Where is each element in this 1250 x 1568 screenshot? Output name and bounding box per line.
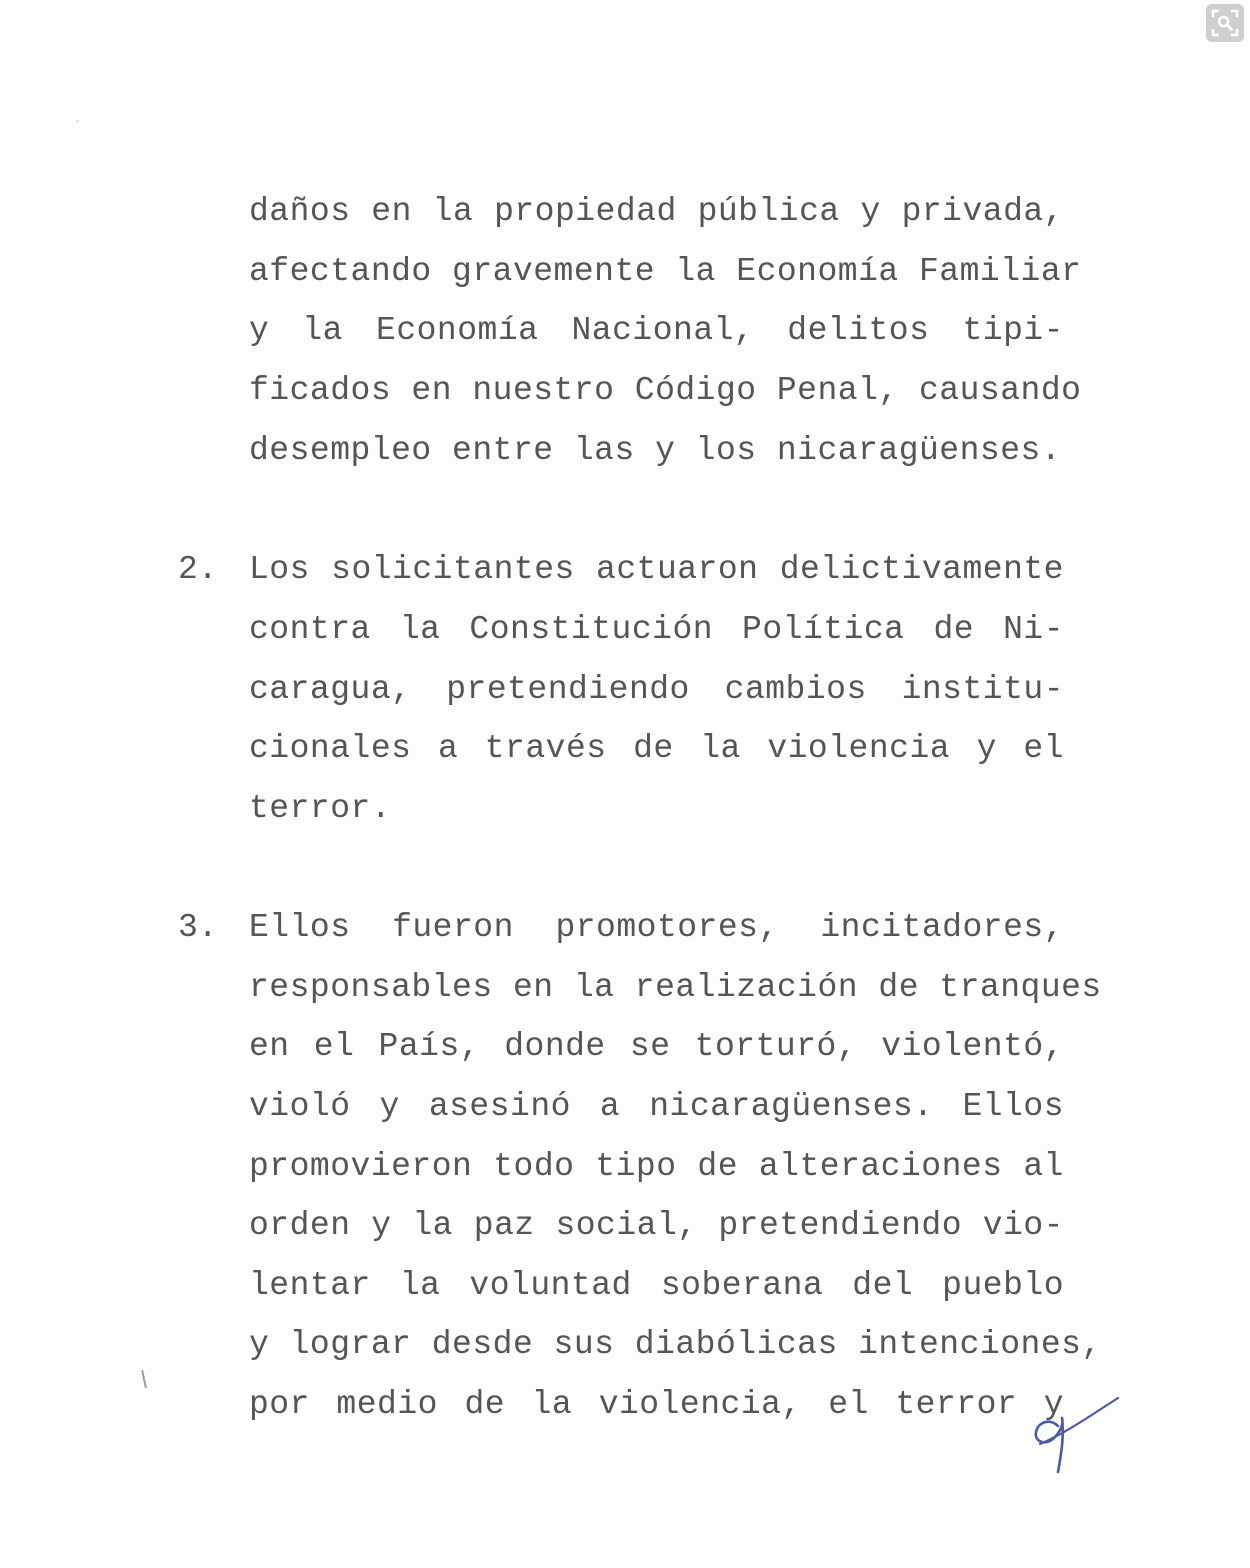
list-item-number: 2. xyxy=(178,551,218,588)
scan-speck xyxy=(76,120,79,123)
zoom-magnifier-icon xyxy=(1211,9,1239,37)
list-item-number: 3. xyxy=(178,909,218,946)
handwritten-initial-signature xyxy=(1020,1388,1130,1483)
text-line: responsables en la realización de tranques xyxy=(249,969,1102,1006)
text-line: Los solicitantes actuaron delictivamente xyxy=(249,551,1064,588)
text-line: ficados en nuestro Código Penal, causando xyxy=(249,372,1082,409)
text-line: en el País, donde se torturó, violentó, xyxy=(249,1028,1064,1065)
text-line: lentar la voluntad soberana del pueblo xyxy=(249,1267,1064,1304)
text-line: afectando gravemente la Economía Familiar xyxy=(249,253,1082,290)
text-line: caragua, pretendiendo cambios institu- xyxy=(249,671,1064,708)
text-line: orden y la paz social, pretendiendo vio- xyxy=(249,1207,1064,1244)
text-line: violó y asesinó a nicaragüenses. Ellos xyxy=(249,1088,1064,1125)
margin-mark xyxy=(141,1370,147,1388)
text-line: y la Economía Nacional, delitos tipi- xyxy=(249,312,1064,349)
text-line: daños en la propiedad pública y privada, xyxy=(249,193,1064,230)
text-line: por medio de la violencia, el terror y xyxy=(249,1386,1064,1423)
zoom-button[interactable] xyxy=(1206,4,1244,42)
text-line: cionales a través de la violencia y el xyxy=(249,730,1064,767)
text-line: Ellos fueron promotores, incitadores, xyxy=(249,909,1064,946)
text-line: terror. xyxy=(249,790,392,827)
text-line: desempleo entre las y los nicaragüenses. xyxy=(249,432,1062,469)
text-line: contra la Constitución Política de Ni- xyxy=(249,611,1064,648)
text-line: y lograr desde sus diabólicas intenciones, xyxy=(249,1326,1102,1363)
text-line: promovieron todo tipo de alteraciones al xyxy=(249,1148,1064,1185)
